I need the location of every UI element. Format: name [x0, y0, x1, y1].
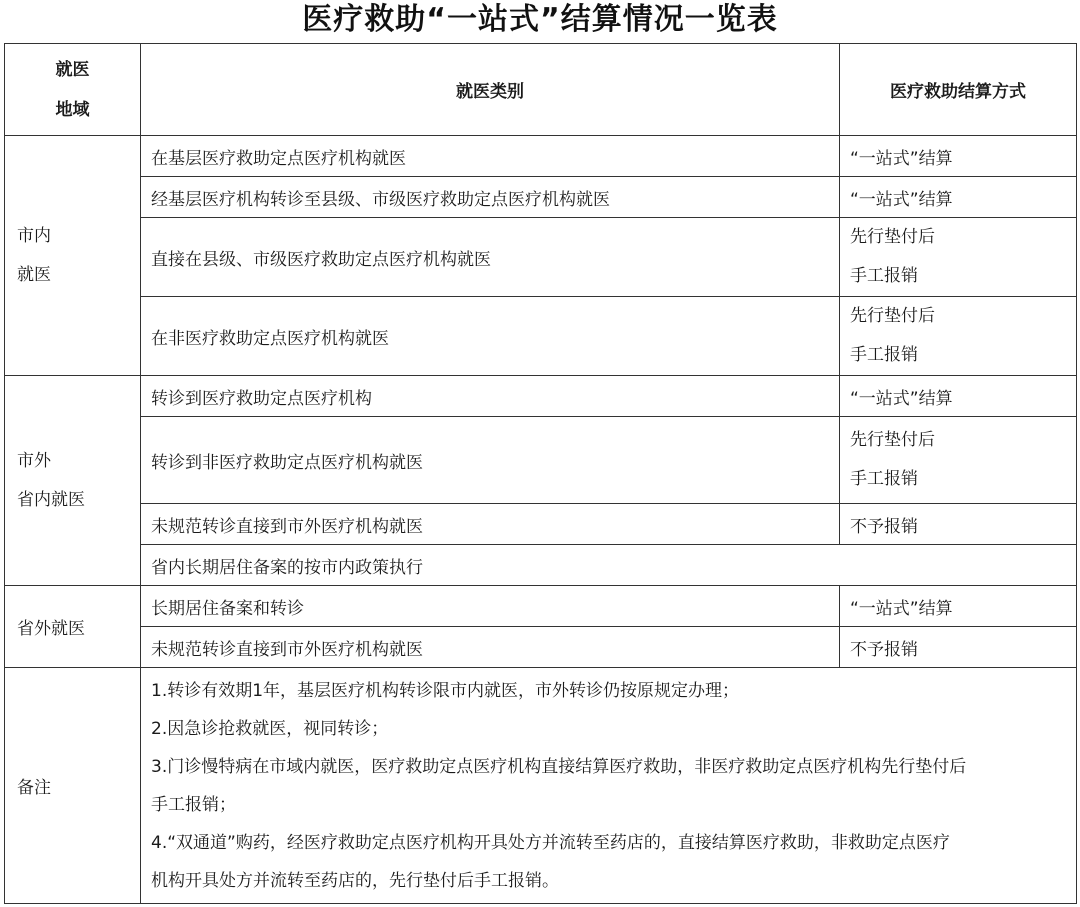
- remark-line: 手工报销；: [151, 794, 236, 815]
- category-cell: 转诊到医疗救助定点医疗机构: [141, 376, 840, 417]
- method-cell: 不予报销: [840, 627, 1077, 668]
- method-cell: 先行垫付后 手工报销: [840, 297, 1077, 376]
- table-row: [5, 297, 1077, 376]
- header-category: 就医类别: [141, 44, 840, 136]
- remark-line: 4.“双通道”购药，经医疗救助定点医疗机构开具处方并流转至药店的，直接结算医疗救助，非救助定点医疗: [151, 832, 950, 853]
- category-cell: 在非医疗救助定点医疗机构就医: [141, 297, 840, 376]
- remark-line: 1.转诊有效期1年，基层医疗机构转诊限市内就医，市外转诊仍按原规定办理；: [151, 680, 740, 701]
- remark-line: 机构开具处方并流转至药店的，先行垫付后手工报销。: [151, 870, 559, 891]
- category-cell: 直接在县级、市级医疗救助定点医疗机构就医: [141, 218, 840, 297]
- method-cell: 先行垫付后 手工报销: [840, 218, 1077, 297]
- category-cell: 未规范转诊直接到市外医疗机构就医: [141, 504, 840, 545]
- remark-line: 2.因急诊抢救就医，视同转诊；: [151, 718, 389, 739]
- table-row: [5, 504, 1077, 545]
- category-cell: 未规范转诊直接到市外医疗机构就医: [141, 627, 840, 668]
- region-cell: 市外 省内就医: [5, 376, 141, 586]
- method-cell: “一站式”结算: [840, 376, 1077, 417]
- region-cell: 市内 就医: [5, 136, 141, 376]
- table-header-row: [5, 44, 1077, 136]
- method-cell: “一站式”结算: [840, 177, 1077, 218]
- table-row: [5, 376, 1077, 417]
- category-cell: 经基层医疗机构转诊至县级、市级医疗救助定点医疗机构就医: [141, 177, 840, 218]
- table-row: [5, 177, 1077, 218]
- table-row: [5, 417, 1077, 504]
- method-cell: 先行垫付后 手工报销: [840, 417, 1077, 504]
- header-method: 医疗救助结算方式: [840, 44, 1077, 136]
- table-row: [5, 218, 1077, 297]
- span-note-cell: 省内长期居住备案的按市内政策执行: [141, 545, 1077, 586]
- remarks-content: [141, 668, 1077, 904]
- region-cell: 省外就医: [5, 586, 141, 668]
- method-cell: “一站式”结算: [840, 136, 1077, 177]
- table-row: [5, 586, 1077, 627]
- header-region: 就医 地域: [5, 44, 141, 136]
- method-cell: “一站式”结算: [840, 586, 1077, 627]
- remarks-row: [5, 668, 1077, 904]
- method-cell: 不予报销: [840, 504, 1077, 545]
- remark-line: 3.门诊慢特病在市域内就医，医疗救助定点医疗机构直接结算医疗救助，非医疗救助定点医疗机构先行垫付后: [151, 756, 967, 777]
- page-title: 医疗救助“一站式”结算情况一览表: [302, 2, 778, 37]
- table-row: [5, 627, 1077, 668]
- category-cell: 长期居住备案和转诊: [141, 586, 840, 627]
- remarks-label: 备注: [5, 668, 141, 904]
- table-row: [5, 136, 1077, 177]
- settlement-table: [4, 43, 1077, 904]
- category-cell: 转诊到非医疗救助定点医疗机构就医: [141, 417, 840, 504]
- table-row: [5, 545, 1077, 586]
- category-cell: 在基层医疗救助定点医疗机构就医: [141, 136, 840, 177]
